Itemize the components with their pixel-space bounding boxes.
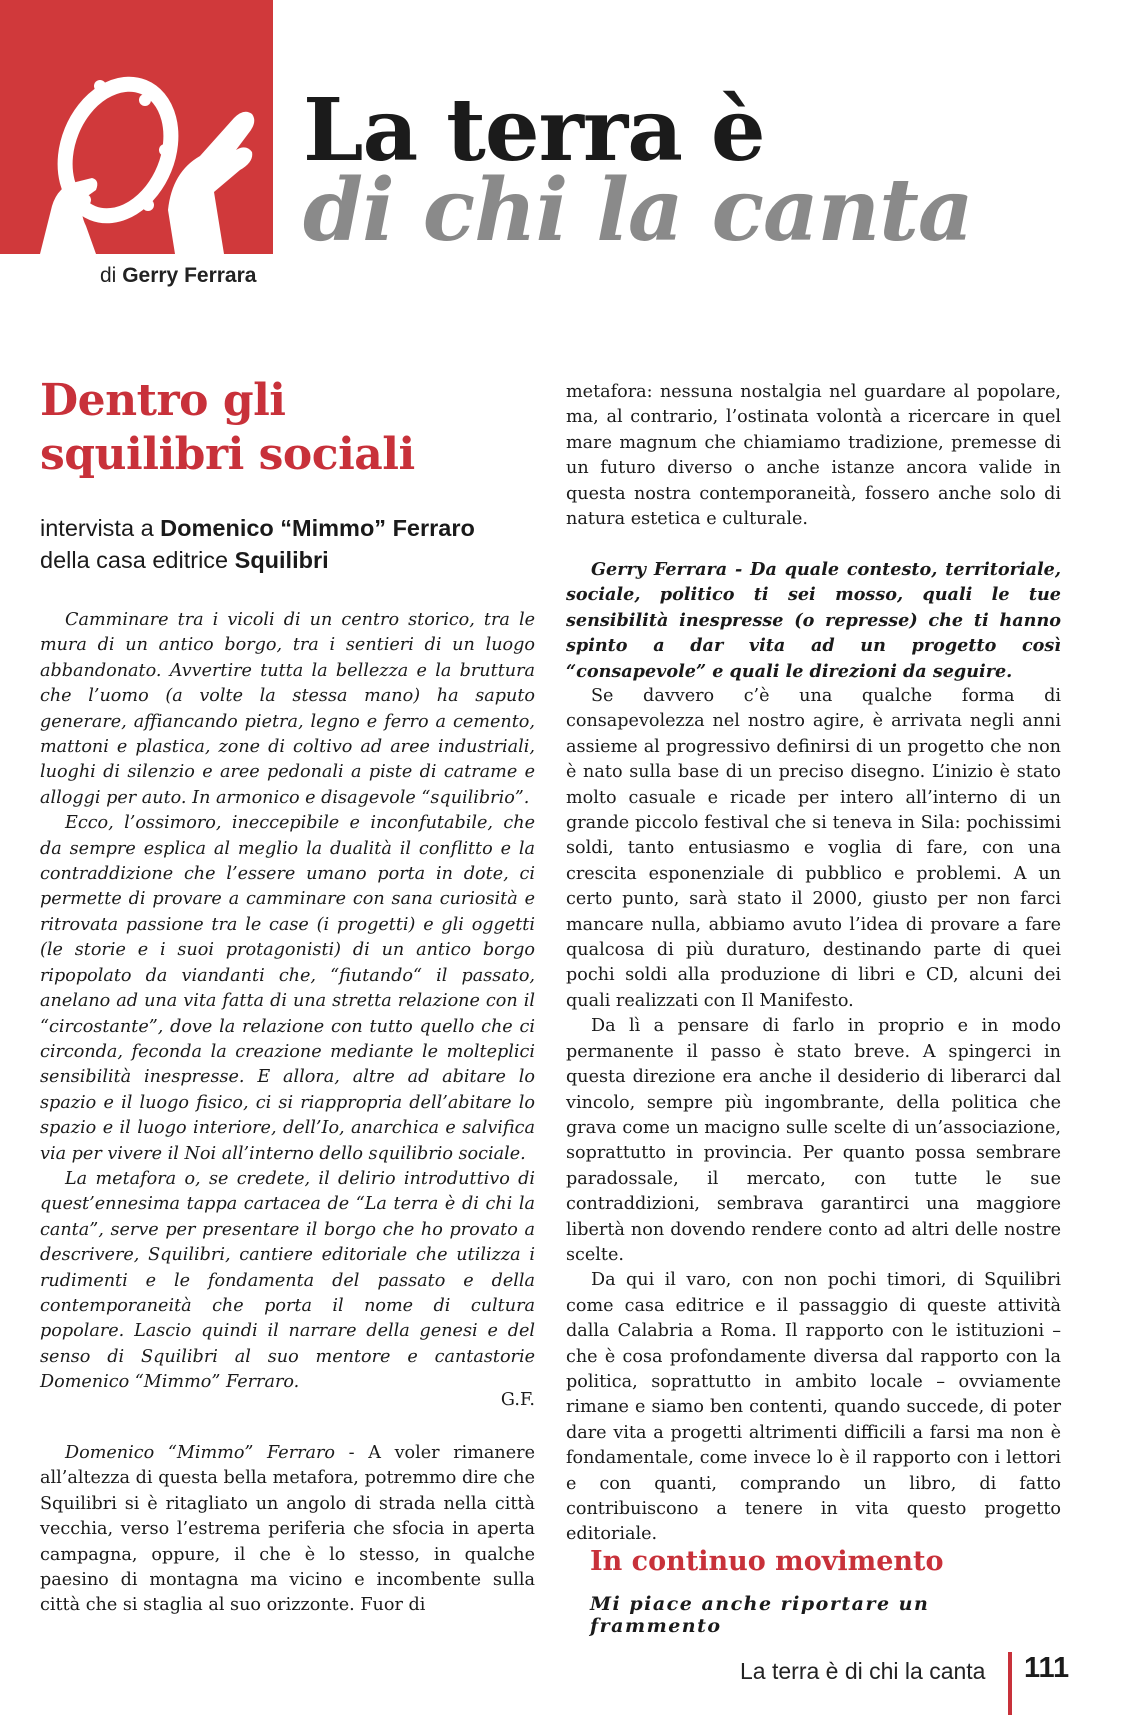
article-subtitle	[40, 512, 540, 576]
subtitle-prefix-2: della casa editrice	[40, 547, 229, 573]
article-headline	[40, 374, 415, 482]
headline-line1: Dentro gli	[40, 375, 286, 426]
subtitle-name-2: Squilibri	[234, 547, 329, 573]
intro-paragraph: Camminare tra i vicoli di un centro storico, tra le mura di un antico borgo, tra i sentieri di un luogo abbandonato. Avvertire tutta la bellezza e la bruttura che l’uomo (a volte la stessa mano) ha saputo generare, affiancando pietra, legno e ferro a cemento, mattoni e plastica, zone di coltivo ad aree industriali, luoghi di silenzio e aree pedonali a piste di catrame e alloggi per auto. In armonico e disagevole “squilibrio”.	[40, 610, 535, 808]
subtitle-prefix-1: intervista a	[40, 515, 154, 541]
answer-1-continued	[566, 380, 1061, 532]
answer-1-speaker: Domenico “Mimmo” Ferraro	[65, 1443, 336, 1463]
page-title-line1: La terra è	[303, 80, 765, 181]
footer-divider	[1008, 1652, 1012, 1715]
answer-1-text-left: - A voler rimanere all’altezza di questa bella metafora, potremmo dire che Squilibri si è ritagliato un angolo di strada nella città vecchia, verso l’estrema periferia che sfocia in aperta campagna, oppure, il che è lo stesso, in qualche paesino di montagna ma vicino e incombente sulla città che si staglia al suo orizzonte. Fuor di	[40, 1443, 535, 1616]
page-title-line2: di chi la canta	[303, 160, 973, 261]
answer-1-start	[40, 1441, 535, 1619]
page-number: 111	[1024, 1652, 1070, 1684]
answer-paragraph: Da lì a pensare di farlo in proprio e in modo permanente il passo è stato breve. A spingerci in questa direzione era anche il desiderio di liberarci dal vincolo, sempre più ingombrante, della politica che grava come un macigno sulle scelte di un’associazione, soprattutto in provincia. Per quanto possa sembrare paradossale, il mercato, con tutte le sue contraddizioni, sembrava garantirci una maggiore libertà non dovendo rendere conto ad altri delle nostre scelte.	[566, 1016, 1061, 1265]
intro-signature: G.F.	[500, 1390, 535, 1410]
answer-paragraph: Da qui il varo, con non pochi timori, di Squilibri come casa editrice e il passaggio di queste attività dalla Calabria a Roma. Il rapporto con le istituzioni – che è cosa profondamente diversa dal rapporto con la politica, soprattutto in ambito locale – ovviamente rimane e siamo ben contenti, quando succede, di poter dare vita a progetti altrimenti difficili a farsi ma non è fondamentale, come invece lo è il rapporto con i lettori e con quanti, comprando un libro, di fatto contribuiscono a tenere in vita questo progetto editoriale.	[566, 1270, 1061, 1545]
footer-running-title: La terra è di chi la canta	[740, 1658, 986, 1684]
intro-paragraph: La metafora o, se credete, il delirio introduttivo di quest’ennesima tappa cartacea de “La terra è di chi la canta”, serve per presentare il borgo che ho provato a descrivere, Squilibri, cantiere editoriale che utilizza i rudimenti e le fondamenta del passato e della contemporaneità che porta il nome di cultura popolare. Lascio quindi il narrare della genesi e del senso di Squilibri al suo mentore e cantastorie Domenico “Mimmo” Ferraro.	[40, 1168, 535, 1393]
section-lead-text: Mi piace anche riportare un frammento	[590, 1593, 930, 1637]
question-2: Gerry Ferrara - Da quale contesto, territoriale, sociale, politico ti sei mosso, quali le tue sensibilità inespresse (o represse) che ti hanno spinto a dar vita ad un progetto così “consapevole” e quali le direzioni da seguire.	[566, 559, 1061, 682]
headline-line2: squilibri sociali	[40, 429, 415, 480]
tambourine-hands-icon	[0, 0, 273, 254]
header-logo	[0, 0, 273, 254]
section-heading: In continuo movimento	[590, 1546, 944, 1577]
byline-prefix: di	[100, 264, 117, 287]
subtitle-name-1: Domenico “Mimmo” Ferraro	[160, 515, 475, 541]
intro-paragraph: Ecco, l’ossimoro, ineccepibile e inconfutabile, che da sempre esplica al meglio la dualità il conflitto e la contraddizione che l’essere umano porta in dote, ci permette di provare a camminare con sana curiosità e ritrovata passione tra le case (i progetti) e gli oggetti (le storie e i suoi protagonisti) di un antico borgo ripopolato da viandanti che, “fiutando“ il passato, anelano ad una vita fatta di una stretta relazione con il “circostante”, dove la relazione con tutto quello che ci circonda, feconda la creazione mediante le molteplici sensibilità inespresse. E allora, altre ad abitare lo spazio e il luogo fisico, ci si riappropria dell’abitare lo spazio e il luogo interiore, dell’Io, anarchica e salvifica via per vivere il Noi all’interno dello squilibrio sociale.	[40, 813, 535, 1164]
answer-paragraph: Se davvero c’è una qualche forma di consapevolezza nel nostro agire, è arrivata negli anni assieme al progressivo definirsi di un progetto che non è nato sulla base di un preciso disegno. L’inizio è stato molto casuale e ricade per intero all’interno di un grande piccolo festival che si teneva in Sila: pochissimi soldi, tanto entusiasmo e voglia di fare, con una crescita esponenziale di pubblico e problemi. A un certo punto, sarà stato il 2000, giusto per non farci mancare nulla, abbiamo avuto l’idea di provare a fare qualcosa di più duraturo, destinando parte di quei pochi soldi alla produzione di libri e CD, alcuni dei quali realizzati con Il Manifesto.	[566, 686, 1061, 1011]
intro-text	[40, 608, 535, 1396]
byline	[100, 264, 256, 288]
answer-1-text-right: metafora: nessuna nostalgia nel guardare al popolare, ma, al contrario, l’ostinata volontà a ricercare in quel mare magnum che chiamiamo tradizione, premesse di un futuro diverso o anche istanze ancora valide in questa nostra contemporaneità, fossero anche solo di natura estetica e culturale.	[566, 382, 1061, 530]
answer-2	[566, 684, 1061, 1548]
byline-author: Gerry Ferrara	[122, 264, 257, 287]
